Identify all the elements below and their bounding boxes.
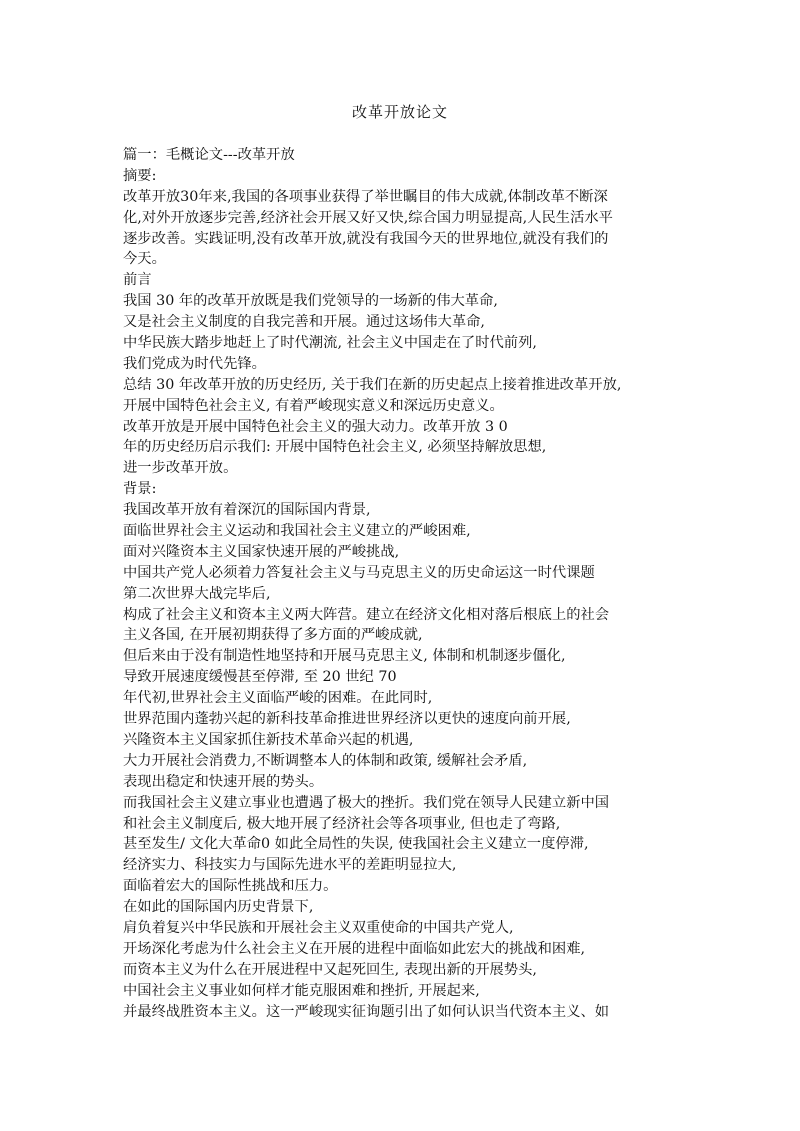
paragraph-line: 而资本主义为什么在开展进程中又起死回生, 表现出新的开展势头, [123,961,537,978]
paragraph-line: 表现出稳定和快速开展的势头。 [123,773,324,790]
paragraph-line: 摘要: [123,167,157,184]
paragraph-line: 中国共产党人必须着力答复社会主义与马克思主义的历史命运这一时代课题 [123,564,595,581]
paragraph-line: 开展中国特色社会主义, 有着严峻现实意义和深远历史意义。 [123,397,504,414]
paragraph-line: 并最终战胜资本主义。这一严峻现实征询题引出了如何认识当代资本主义、如 [123,1003,610,1020]
paragraph-line: 导致开展速度缓慢甚至停滞, 至 20 世纪 70 [123,669,397,686]
paragraph-line: 和社会主义制度后, 极大地开展了经济社会等各项事业, 但也走了弯路, [123,815,561,832]
document-title: 改革开放论文 [351,103,448,121]
paragraph-line: 主义各国, 在开展初期获得了多方面的严峻成就, [123,627,423,644]
paragraph-line: 年代初,世界社会主义面临严峻的困难。在此同时, [123,690,433,707]
paragraph-line: 中华民族大踏步地赶上了时代潮流, 社会主义中国走在了时代前列, [123,335,537,352]
paragraph-line: 改革开放是开展中国特色社会主义的强大动力。改革开放 3 0 [123,418,508,435]
paragraph-line: 又是社会主义制度的自我完善和开展。通过这场伟大革命, [123,314,485,331]
paragraph-line: 背景: [123,481,157,498]
paragraph-line: 在如此的国际国内历史背景下, [123,899,314,916]
paragraph-line: 而我国社会主义建立事业也遭遇了极大的挫折。我们党在领导人民建立新中国 [123,794,610,811]
document-body [123,145,693,1022]
paragraph-line: 构成了社会主义和资本主义两大阵营。建立在经济文化相对落后根底上的社会 [123,606,610,623]
paragraph-line: 肩负着复兴中华民族和开展社会主义双重使命的中国共产党人, [123,919,514,936]
paragraph-line: 兴隆资本主义国家抓住新技术革命兴起的机遇, [123,731,414,748]
paragraph-line: 大力开展社会消费力,不断调整本人的体制和政策, 缓解社会矛盾, [123,752,528,769]
paragraph-line: 进一步改革开放。 [123,460,238,477]
paragraph-line: 但后来由于没有制造性地坚持和开展马克思主义, 体制和机制逐步僵化, [123,648,566,665]
paragraph-line: 我国改革开放有着深沉的国际国内背景, [123,502,371,519]
paragraph-line: 化,对外开放逐步完善,经济社会开展又好又快,综合国力明显提高,人民生活水平 [123,209,613,226]
paragraph-line: 改革开放30年来,我国的各项事业获得了举世瞩目的伟大成就,体制改革不断深 [123,188,608,205]
paragraph-line: 面临着宏大的国际性挑战和压力。 [123,878,338,895]
paragraph-line: 甚至发生/ 文化大革命0 如此全局性的失误, 使我国社会主义建立一度停滞, [123,836,589,853]
paragraph-line: 经济实力、科技实力与国际先进水平的差距明显拉大, [123,857,457,874]
paragraph-line: 我国 30 年的改革开放既是我们党领导的一场新的伟大革命, [123,293,498,310]
paragraph-line: 中国社会主义事业如何样才能克服困难和挫折, 开展起来, [123,982,480,999]
paragraph-line: 前言 [123,272,152,289]
paragraph-line: 篇一：毛概论文---改革开放 [123,147,295,163]
paragraph-line: 今天。 [123,251,166,268]
paragraph-line: 第二次世界大战完毕后, [123,585,271,602]
paragraph-line: 面对兴隆资本主义国家快速开展的严峻挑战, [123,543,400,560]
paragraph-line: 总结 30 年改革开放的历史经历, 关于我们在新的历史起点上接着推进改革开放, [123,376,622,393]
paragraph-line: 我们党成为时代先锋。 [123,355,266,372]
paragraph-line: 逐步改善。实践证明,没有改革开放,就没有我国今天的世界地位,就没有我们的 [123,230,609,247]
paragraph-line: 面临世界社会主义运动和我国社会主义建立的严峻困难, [123,523,471,540]
paragraph-line: 世界范围内蓬勃兴起的新科技革命推进世界经济以更快的速度向前开展, [123,711,571,728]
paragraph-line: 开场深化考虑为什么社会主义在开展的进程中面临如此宏大的挑战和困难, [123,940,586,957]
paragraph-line: 年的历史经历启示我们: 开展中国特色社会主义, 必须坚持解放思想, [123,439,547,456]
